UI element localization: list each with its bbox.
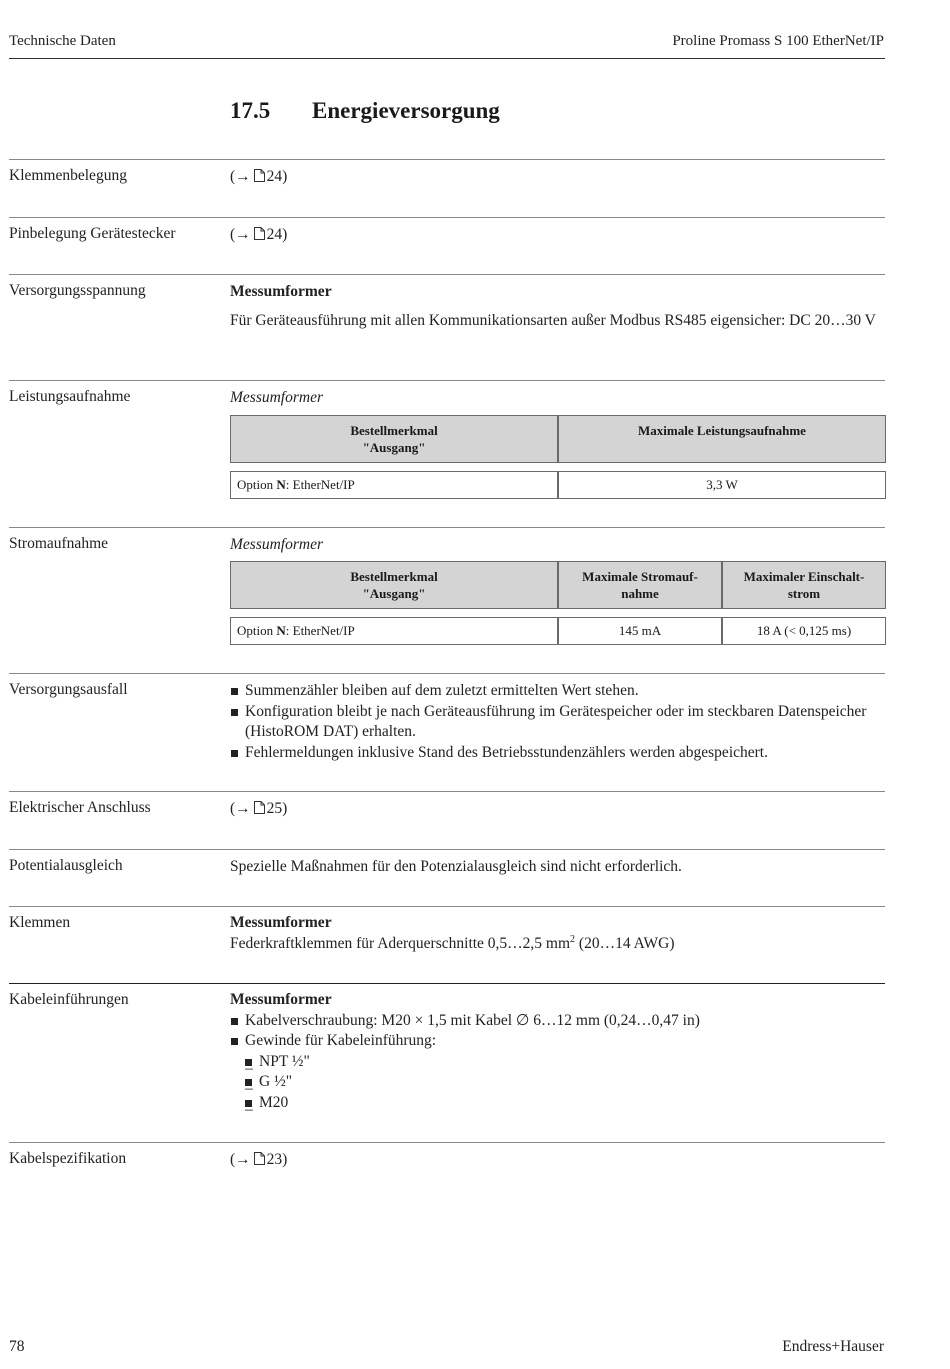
ref-arrow: (→ bbox=[230, 800, 251, 817]
row-divider bbox=[9, 380, 885, 381]
label-kabelspezifikation: Kabelspezifikation bbox=[9, 1150, 127, 1167]
running-header-chapter: Technische Daten bbox=[9, 33, 116, 49]
label-stromaufnahme: Stromaufnahme bbox=[9, 535, 109, 552]
heading-messumformer: Messumformer bbox=[230, 991, 332, 1008]
row-divider bbox=[9, 1142, 885, 1143]
reference-elektrischer-anschluss[interactable] bbox=[230, 799, 885, 820]
label-potentialausgleich: Potentialausgleich bbox=[9, 857, 123, 874]
page-icon bbox=[254, 169, 265, 182]
sub-list-item: – NPT ½" bbox=[245, 1052, 885, 1073]
row-divider bbox=[9, 159, 885, 160]
supply-voltage-text: Für Geräteausführung mit allen Kommunikationsarten außer Modbus RS485 eigensicher: DC 20…30 V bbox=[230, 312, 876, 329]
table-cell-option: Option N: EtherNet/IP bbox=[230, 617, 558, 645]
page-number: 78 bbox=[9, 1338, 25, 1355]
row-divider bbox=[9, 849, 885, 850]
heading-messumformer: Messumformer bbox=[230, 914, 332, 931]
label-pinbelegung: Pinbelegung Gerätestecker bbox=[9, 225, 176, 242]
table-header-row bbox=[230, 561, 886, 609]
row-divider bbox=[9, 791, 885, 792]
table-row bbox=[230, 617, 886, 645]
label-versorgungsausfall: Versorgungsausfall bbox=[9, 681, 128, 698]
label-klemmen: Klemmen bbox=[9, 914, 71, 931]
list-item: Konfiguration bleibt je nach Geräteausführung im Gerätespeicher oder im steckbaren Datenspeicher (HistoROM DAT) erhalten. bbox=[230, 702, 885, 743]
equipotential-text: Spezielle Maßnahmen für den Potenzialausgleich sind nicht erforderlich. bbox=[230, 858, 682, 875]
row-divider bbox=[9, 906, 885, 907]
ref-page: 23) bbox=[266, 1151, 288, 1168]
section-title bbox=[230, 98, 500, 124]
label-versorgungsspannung: Versorgungsspannung bbox=[9, 282, 146, 299]
ref-arrow: (→ bbox=[230, 1151, 251, 1168]
list-item: Summenzähler bleiben auf dem zuletzt ermittelten Wert stehen. bbox=[230, 681, 885, 702]
page-icon bbox=[254, 801, 265, 814]
ref-page: 25) bbox=[266, 800, 288, 817]
section-number: 17.5 bbox=[230, 98, 271, 123]
section-heading: Energieversorgung bbox=[312, 98, 500, 123]
sub-list-item: – G ½" bbox=[245, 1072, 885, 1093]
table-header-cell: Maximale Leistungsaufnahme bbox=[558, 415, 886, 463]
table-header-cell: Bestellmerkmal "Ausgang" bbox=[230, 415, 558, 463]
row-divider bbox=[9, 274, 885, 275]
current-consumption-table bbox=[230, 561, 886, 645]
terminals-text: Federkraftklemmen für Aderquerschnitte 0,5…2,5 $mm^2$ (20…14 AWG) bbox=[230, 933, 675, 952]
list-item: Gewinde für Kabeleinführung: – NPT ½" – G ½" – M20 bbox=[230, 1031, 885, 1113]
heading-messumformer: Messumformer bbox=[230, 389, 323, 406]
table-header-cell: Maximale Stromauf- nahme bbox=[558, 561, 722, 609]
cable-entries-block bbox=[230, 990, 885, 1113]
reference-kabelspezifikation[interactable] bbox=[230, 1150, 885, 1171]
reference-klemmenbelegung[interactable] bbox=[230, 167, 885, 188]
table-header-cell: Bestellmerkmal "Ausgang" bbox=[230, 561, 558, 609]
heading-messumformer: Messumformer bbox=[230, 536, 323, 553]
label-elektrischer-anschluss: Elektrischer Anschluss bbox=[9, 799, 151, 816]
reference-pinbelegung[interactable] bbox=[230, 225, 885, 246]
label-kabeleinfuehrungen: Kabeleinführungen bbox=[9, 991, 129, 1008]
table-cell-value: 3,3 W bbox=[558, 471, 886, 499]
sub-list-item: – M20 bbox=[245, 1093, 885, 1114]
power-consumption-table bbox=[230, 415, 886, 499]
table-row bbox=[230, 471, 886, 499]
list-item: Kabelverschraubung: M20 × 1,5 mit Kabel ∅ 6…12 mm (0,24…0,47 in) bbox=[230, 1011, 885, 1032]
header-divider bbox=[9, 58, 885, 59]
table-header-row bbox=[230, 415, 886, 463]
table-cell-value: 145 mA bbox=[558, 617, 722, 645]
table-header-cell: Maximaler Einschalt- strom bbox=[722, 561, 886, 609]
label-klemmenbelegung: Klemmenbelegung bbox=[9, 167, 127, 184]
row-divider bbox=[9, 673, 885, 674]
row-divider bbox=[9, 527, 885, 528]
table-cell-value: 18 A (< 0,125 ms) bbox=[722, 617, 886, 645]
ref-arrow: (→ bbox=[230, 168, 251, 185]
row-divider bbox=[9, 983, 885, 984]
running-header-product: Proline Promass S 100 EtherNet/IP bbox=[672, 33, 884, 49]
row-divider bbox=[9, 217, 885, 218]
list-item: Fehlermeldungen inklusive Stand des Betriebsstundenzählers werden abgespeichert. bbox=[230, 743, 885, 764]
ref-page: 24) bbox=[266, 168, 288, 185]
page-icon bbox=[254, 1152, 265, 1165]
page-icon bbox=[254, 227, 265, 240]
table-cell-option: Option N: EtherNet/IP bbox=[230, 471, 558, 499]
ref-arrow: (→ bbox=[230, 226, 251, 243]
heading-messumformer: Messumformer bbox=[230, 283, 332, 300]
label-leistungsaufnahme: Leistungsaufnahme bbox=[9, 388, 131, 405]
power-failure-list bbox=[230, 681, 885, 763]
ref-page: 24) bbox=[266, 226, 288, 243]
brand-name: Endress+Hauser bbox=[782, 1338, 884, 1355]
